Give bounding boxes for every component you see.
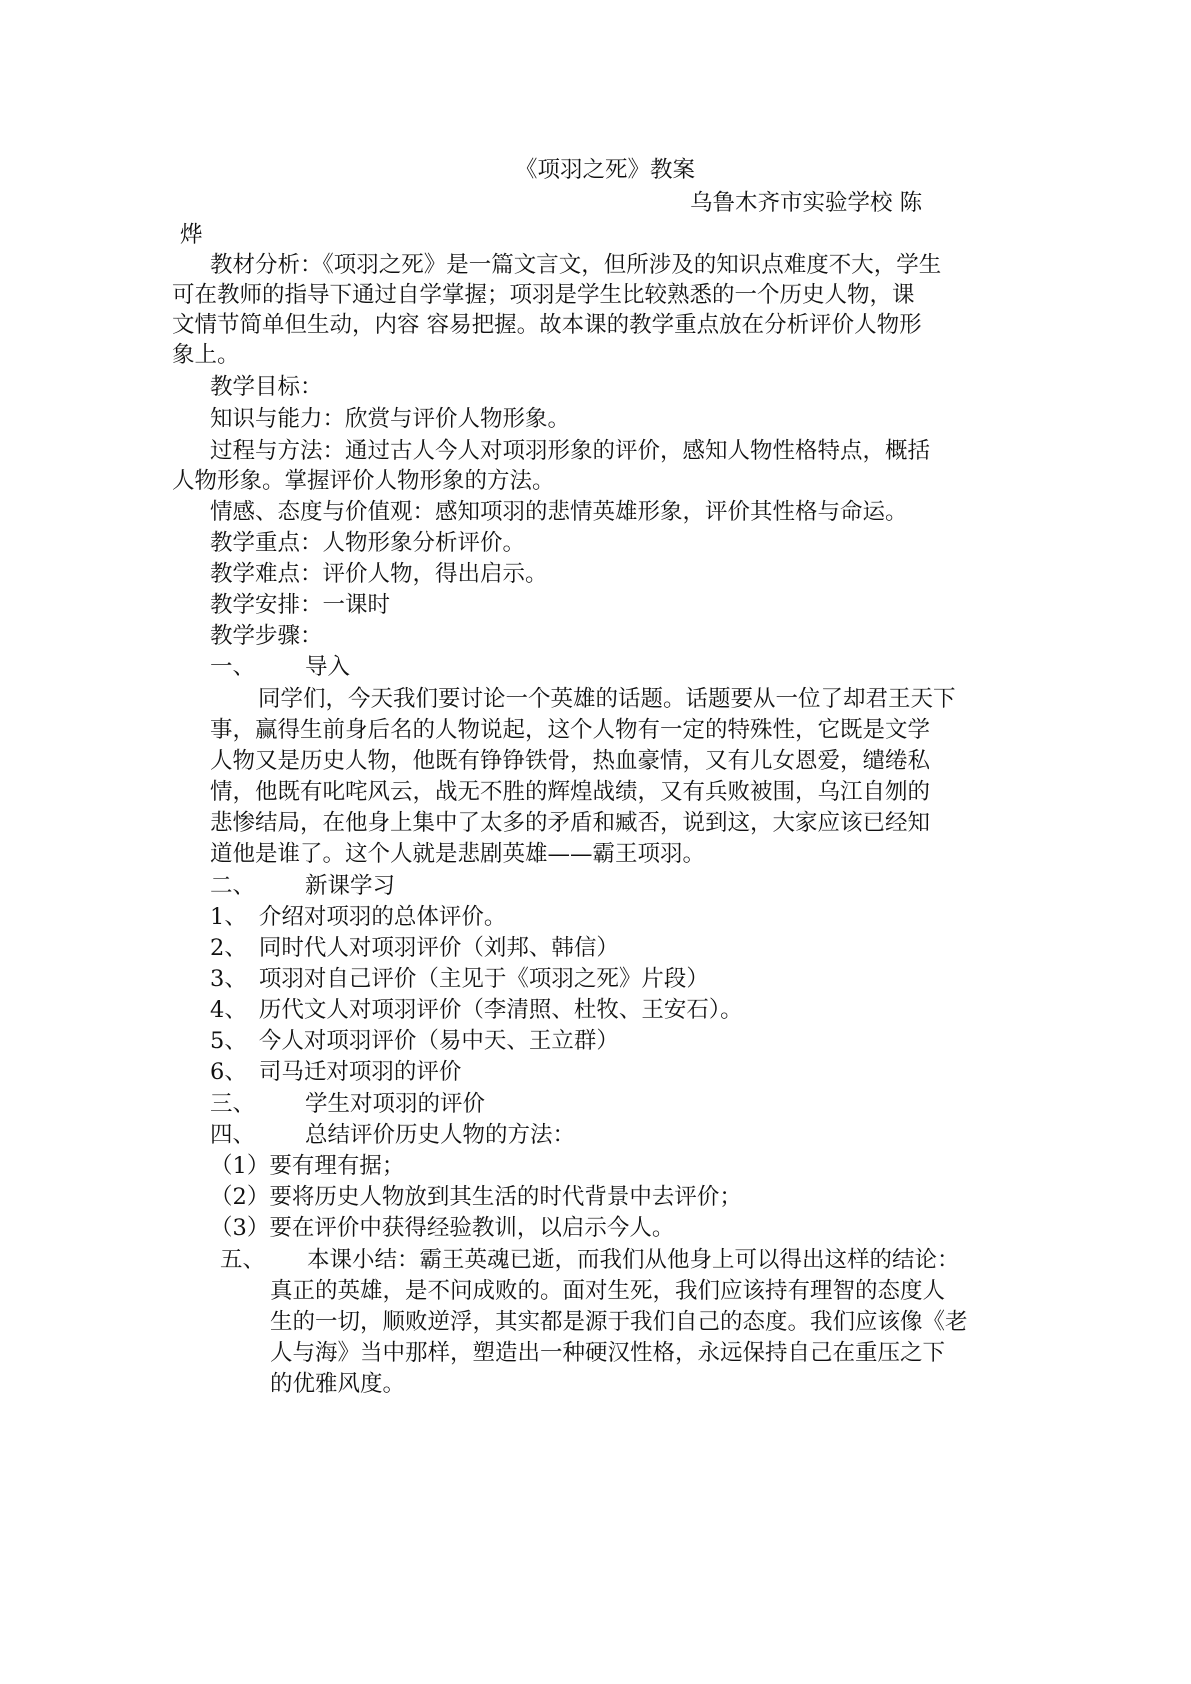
section-heading xyxy=(210,652,350,682)
item-number: 4、 xyxy=(210,997,247,1023)
intro-line: 悲惨结局，在他身上集中了太多的矛盾和臧否，说到这，大家应该已经知 xyxy=(210,810,931,836)
item-number: 2、 xyxy=(210,935,247,961)
section-heading xyxy=(210,871,395,901)
section-heading xyxy=(220,1245,960,1275)
goals-heading: 教学目标： xyxy=(210,374,323,400)
item-number: 3、 xyxy=(210,966,247,992)
section-heading xyxy=(210,1089,485,1119)
summary-line: 真正的英雄，是不问成败的。面对生死，我们应该持有理智的态度人 xyxy=(270,1278,946,1304)
goal-process-line: 过程与方法：通过古人今人对项羽形象的评价，感知人物性格特点，概括 xyxy=(210,438,931,464)
intro-line: 情，他既有叱咤风云，战无不胜的辉煌战绩，又有兵败被围，乌江自刎的 xyxy=(210,779,931,805)
item-text: 介绍对项羽的总体评价。 xyxy=(258,904,507,930)
method-item: （1）要有理有据； xyxy=(210,1153,405,1179)
list-item xyxy=(210,995,743,1025)
key-point: 教学重点：人物形象分析评价。 xyxy=(210,530,526,556)
analysis-line: 文情节简单但生动，内容 容易把握。故本课的教学重点放在分析评价人物形 xyxy=(172,312,922,338)
section-number: 四、 xyxy=(210,1122,256,1148)
analysis-line: 教材分析：《项羽之死》是一篇文言文，但所涉及的知识点难度不大，学生 xyxy=(210,252,942,278)
item-text: 司马迁对项羽的评价 xyxy=(258,1059,462,1085)
section-label: 学生对项羽的评价 xyxy=(305,1091,486,1117)
goal-process-line: 人物形象。掌握评价人物形象的方法。 xyxy=(172,468,555,494)
list-item xyxy=(210,902,506,932)
analysis-line: 可在教师的指导下通过自学掌握；项羽是学生比较熟悉的一个历史人物，课 xyxy=(172,282,915,308)
item-text: 同时代人对项羽评价（刘邦、韩信） xyxy=(258,935,619,961)
list-item xyxy=(210,1057,461,1087)
author-line-continued: 烨 xyxy=(180,222,203,248)
section-number: 一、 xyxy=(210,654,256,680)
intro-line: 道他是谁了。这个人就是悲剧英雄——霸王项羽。 xyxy=(210,841,706,867)
summary-line: 的优雅风度。 xyxy=(270,1371,406,1397)
list-item xyxy=(210,964,709,994)
method-item: （2）要将历史人物放到其生活的时代背景中去评价； xyxy=(210,1184,742,1210)
section-label: 总结评价历史人物的方法： xyxy=(305,1122,576,1148)
section-label: 新课学习 xyxy=(305,873,396,899)
section-label: 导入 xyxy=(305,654,351,680)
section-number: 二、 xyxy=(210,873,256,899)
item-text: 历代文人对项羽评价（李清照、杜牧、王安石）。 xyxy=(258,997,743,1023)
section-number: 五、 xyxy=(220,1247,266,1273)
list-item xyxy=(210,933,619,963)
intro-line: 同学们，今天我们要讨论一个英雄的话题。话题要从一位了却君王天下 xyxy=(258,686,956,712)
item-number: 6、 xyxy=(210,1059,247,1085)
schedule: 教学安排：一课时 xyxy=(210,592,391,618)
goal-emotion: 情感、态度与价值观：感知项羽的悲情英雄形象，评价其性格与命运。 xyxy=(210,499,908,525)
steps-heading: 教学步骤： xyxy=(210,623,323,649)
goal-knowledge: 知识与能力：欣赏与评价人物形象。 xyxy=(210,406,571,432)
analysis-line: 象上。 xyxy=(172,342,240,368)
list-item xyxy=(210,1026,619,1056)
section-number: 三、 xyxy=(210,1091,256,1117)
section-label: 本课小结：霸王英魂已逝，而我们从他身上可以得出这样的结论： xyxy=(307,1247,960,1273)
item-text: 项羽对自己评价（主见于《项羽之死》片段） xyxy=(258,966,709,992)
difficulty: 教学难点：评价人物，得出启示。 xyxy=(210,561,548,587)
author-line: 乌鲁木齐市实验学校 陈 xyxy=(690,190,923,216)
item-text: 今人对项羽评价（易中天、王立群） xyxy=(258,1028,619,1054)
intro-line: 事，赢得生前身后名的人物说起，这个人物有一定的特殊性，它既是文学 xyxy=(210,717,931,743)
doc-title: 《项羽之死》教案 xyxy=(515,157,696,183)
summary-line: 生的一切，顺败逆浮，其实都是源于我们自己的态度。我们应该像《老 xyxy=(270,1309,968,1335)
item-number: 5、 xyxy=(210,1028,247,1054)
summary-line: 人与海》当中那样，塑造出一种硬汉性格，永远保持自己在重压之下 xyxy=(270,1340,946,1366)
section-heading xyxy=(210,1120,575,1150)
intro-line: 人物又是历史人物，他既有铮铮铁骨，热血豪情，又有儿女恩爱，缱绻私 xyxy=(210,748,931,774)
method-item: （3）要在评价中获得经验教训，以启示今人。 xyxy=(210,1215,675,1241)
item-number: 1、 xyxy=(210,904,247,930)
